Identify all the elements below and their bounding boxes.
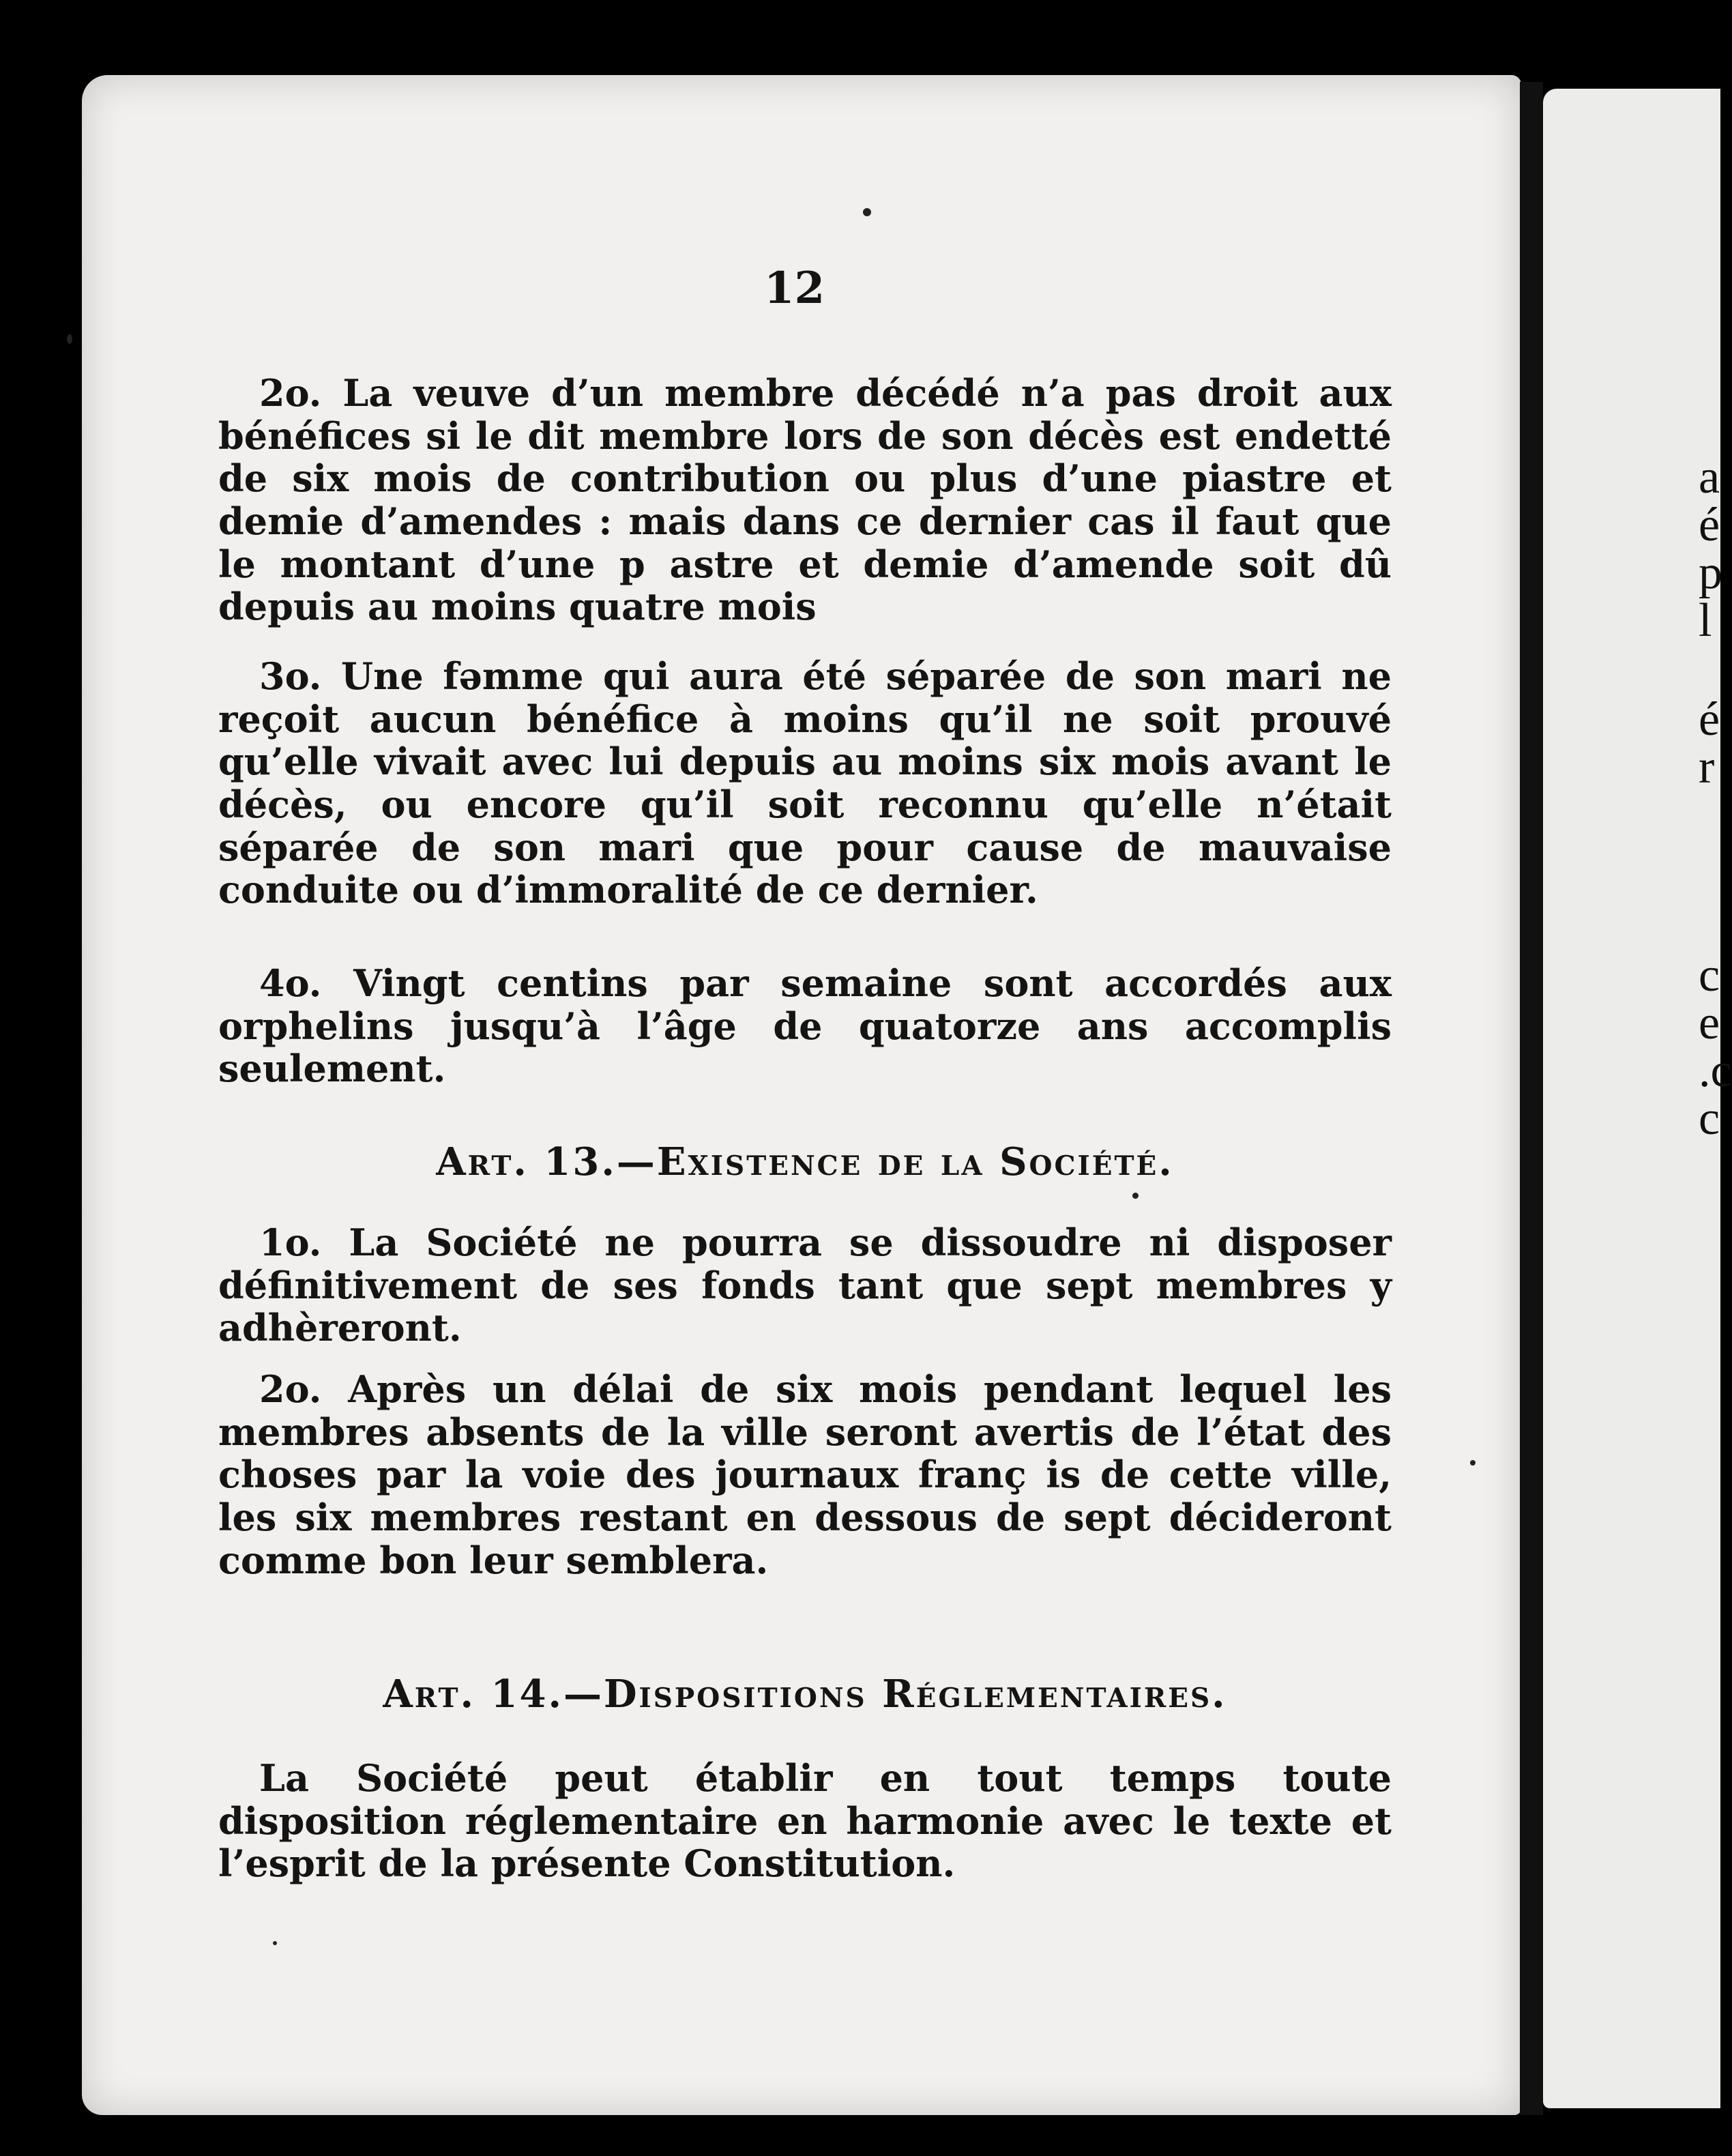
ink-speck bbox=[1132, 1193, 1139, 1199]
page-number: 12 bbox=[764, 263, 825, 314]
ink-speck bbox=[1470, 1460, 1476, 1466]
book-spine bbox=[1520, 82, 1543, 2115]
paragraph: 2o. La veuve d’un membre décédé n’a pas droit aux bénéfices si le dit membre lors de son décès est endetté de six mois de contribution ou plus d’une piastre et demie d’amendes : mais dans ce dernier cas il faut que le montant d’une p astre et demie d’amende soit dû depuis au moins quatre mois bbox=[218, 371, 1392, 629]
edge-letter: r bbox=[1699, 741, 1715, 793]
edge-letter: e bbox=[1699, 997, 1720, 1049]
ink-speck bbox=[67, 334, 72, 344]
paragraph: La Société peut établir en tout temps toute disposition réglementaire en harmonie avec le texte et l’esprit de la présente Constitution. bbox=[218, 1756, 1392, 1886]
edge-letter: a bbox=[1699, 451, 1720, 504]
edge-letter: l bbox=[1699, 594, 1712, 647]
ink-speck bbox=[273, 1941, 277, 1945]
edge-letter: c bbox=[1699, 949, 1720, 1002]
edge-letter: é bbox=[1699, 693, 1720, 746]
edge-letter: p bbox=[1699, 547, 1722, 599]
article-13-heading: Art. 13.—Existence de la Société. bbox=[436, 1139, 1174, 1184]
edge-letter: é bbox=[1699, 499, 1720, 551]
paragraph: 4o. Vingt centins par semaine sont accordés aux orphelins jusqu’à l’âge de quatorze ans accomplis seulement. bbox=[218, 961, 1392, 1091]
article-14-heading: Art. 14.—Dispositions Réglementaires. bbox=[383, 1672, 1227, 1717]
paragraph: 3o. Une fəmme qui aura été séparée de son mari ne reçoit aucun bénéfice à moins qu’il ne soit prouvé qu’elle vivait avec lui depuis au moins six mois avant le décès, ou encore qu’il soit reconnu qu’elle n’était séparée de son mari que pour cause de mauvaise conduite ou d’immoralité de ce dernier. bbox=[218, 654, 1392, 912]
ink-speck bbox=[863, 208, 871, 216]
paragraph: 1o. La Société ne pourra se dissoudre ni disposer définitivement de ses fonds tant que sept membres y adhèreront. bbox=[218, 1221, 1392, 1350]
facing-page-edge bbox=[1543, 89, 1720, 2108]
edge-letter: .c bbox=[1699, 1045, 1732, 1097]
edge-letter: c bbox=[1699, 1092, 1720, 1145]
paragraph: 2o. Après un délai de six mois pendant lequel les membres absents de la ville seront avertis de l’état des choses par la voie des journaux franç is de cette ville, les six membres restant en dessous de sept décideront comme bon leur semblera. bbox=[218, 1367, 1392, 1582]
